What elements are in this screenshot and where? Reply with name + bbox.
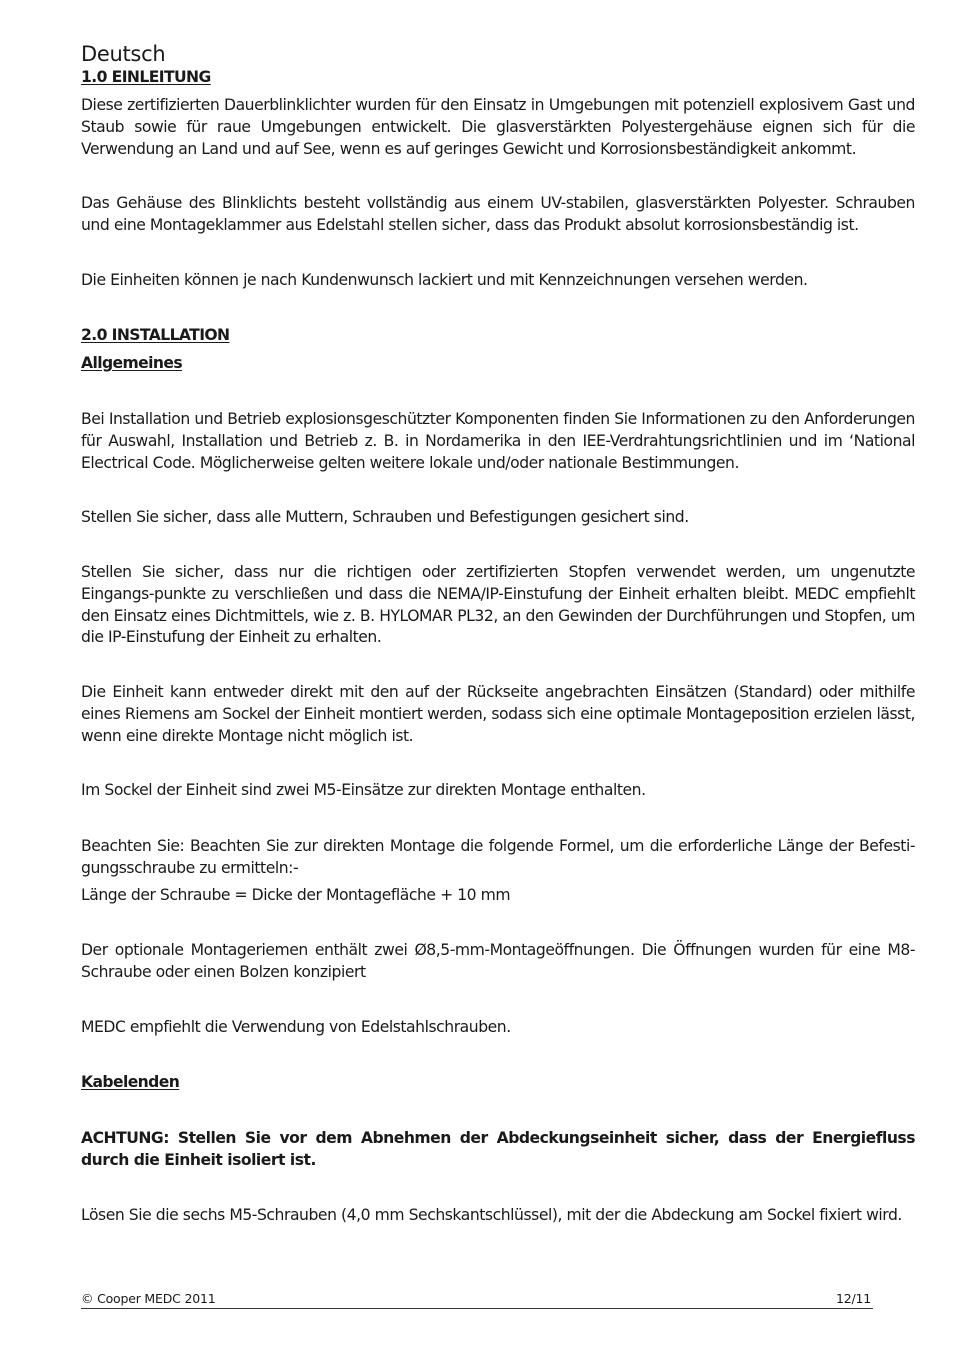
footer-divider bbox=[81, 1308, 873, 1309]
installation-paragraph-9: Lösen Sie die sechs M5-Schrauben (4,0 mm Sechskantschlüssel), mit der die Abdeckung am Sockel fixiert wird. bbox=[81, 1206, 902, 1224]
section-2-heading: 2.0 INSTALLATION bbox=[81, 326, 230, 344]
installation-paragraph-1: Bei Installation und Betrieb explosionsgeschützter Komponenten finden Sie Informationen zu den Anforderungen für Auswahl, Installation und Betrieb z. B. in Nordamerika in den IEE-Verdrahtungsrichtlinien und im ‘National Electrical Code. Möglicherweise gelten weitere lokale und/oder nationale Bestimmungen. bbox=[81, 410, 915, 472]
installation-paragraph-3: Stellen Sie sicher, dass nur die richtigen oder zertifizierten Stopfen verwendet werden, um ungenutzte Eingangs-punkte zu verschließen und dass die NEMA/IP-Einstufung der Einheit erhalten bleibt. MEDC empfiehlt den Einsatz eines Dichtmittels, wie z. B. HYLOMAR PL32, an den Gewinden der Durchführungen und Stopfen, um die IP-Einstufung der Einheit zu erhalten. bbox=[81, 563, 915, 647]
footer-copyright: © Cooper MEDC 2011 bbox=[81, 1291, 216, 1306]
section-1-heading: 1.0 EINLEITUNG bbox=[81, 68, 211, 86]
warning-paragraph: ACHTUNG: Stellen Sie vor dem Abnehmen der Abdeckungseinheit sicher, dass der Energiefluss durch die Einheit isoliert ist. bbox=[81, 1129, 915, 1169]
language-title: Deutsch bbox=[81, 42, 166, 66]
subheading-cables: Kabelenden bbox=[81, 1073, 180, 1091]
installation-paragraph-6: Beachten Sie: Beachten Sie zur direkten Montage die folgende Formel, um die erforderliche Länge der Befesti-gungsschraube zu ermitteln:- bbox=[81, 837, 915, 877]
bolt-length-formula: Länge der Schraube = Dicke der Montagefläche + 10 mm bbox=[81, 886, 511, 904]
installation-paragraph-5: Im Sockel der Einheit sind zwei M5-Einsätze zur direkten Montage enthalten. bbox=[81, 781, 646, 799]
installation-paragraph-2: Stellen Sie sicher, dass alle Muttern, Schrauben und Befestigungen gesichert sind. bbox=[81, 508, 689, 526]
installation-paragraph-8: MEDC empfiehlt die Verwendung von Edelstahlschrauben. bbox=[81, 1018, 511, 1036]
installation-paragraph-4: Die Einheit kann entweder direkt mit den auf der Rückseite angebrachten Einsätzen (Standard) oder mithilfe eines Riemens am Sockel der Einheit montiert werden, sodass sich eine optimale Montageposition erzielen lässt, wenn eine direkte Montage nicht möglich ist. bbox=[81, 683, 915, 745]
footer-page-code: 12/11 bbox=[836, 1291, 872, 1306]
intro-paragraph-1: Diese zertifizierten Dauerblinklichter wurden für den Einsatz in Umgebungen mit potenziell explosivem Gast und Staub sowie für raue Umgebungen entwickelt. Die glasverstärkten Polyestergehäuse eignen sich für die Verwendung an Land und auf See, wenn es auf geringes Gewicht und Korrosionsbeständigkeit ankommt. bbox=[81, 96, 915, 158]
intro-paragraph-3: Die Einheiten können je nach Kundenwunsch lackiert und mit Kennzeichnungen versehen werden. bbox=[81, 271, 808, 289]
intro-paragraph-2: Das Gehäuse des Blinklichts besteht vollständig aus einem UV-stabilen, glasverstärkten Polyester. Schrauben und eine Montageklammer aus Edelstahl stellen sicher, dass das Produkt absolut korrosionsbeständig ist. bbox=[81, 194, 915, 234]
subheading-general: Allgemeines bbox=[81, 354, 183, 372]
installation-paragraph-7: Der optionale Montageriemen enthält zwei Ø8,5-mm-Montageöffnungen. Die Öffnungen wurden für eine M8-Schraube oder einen Bolzen konzipiert bbox=[81, 941, 915, 981]
